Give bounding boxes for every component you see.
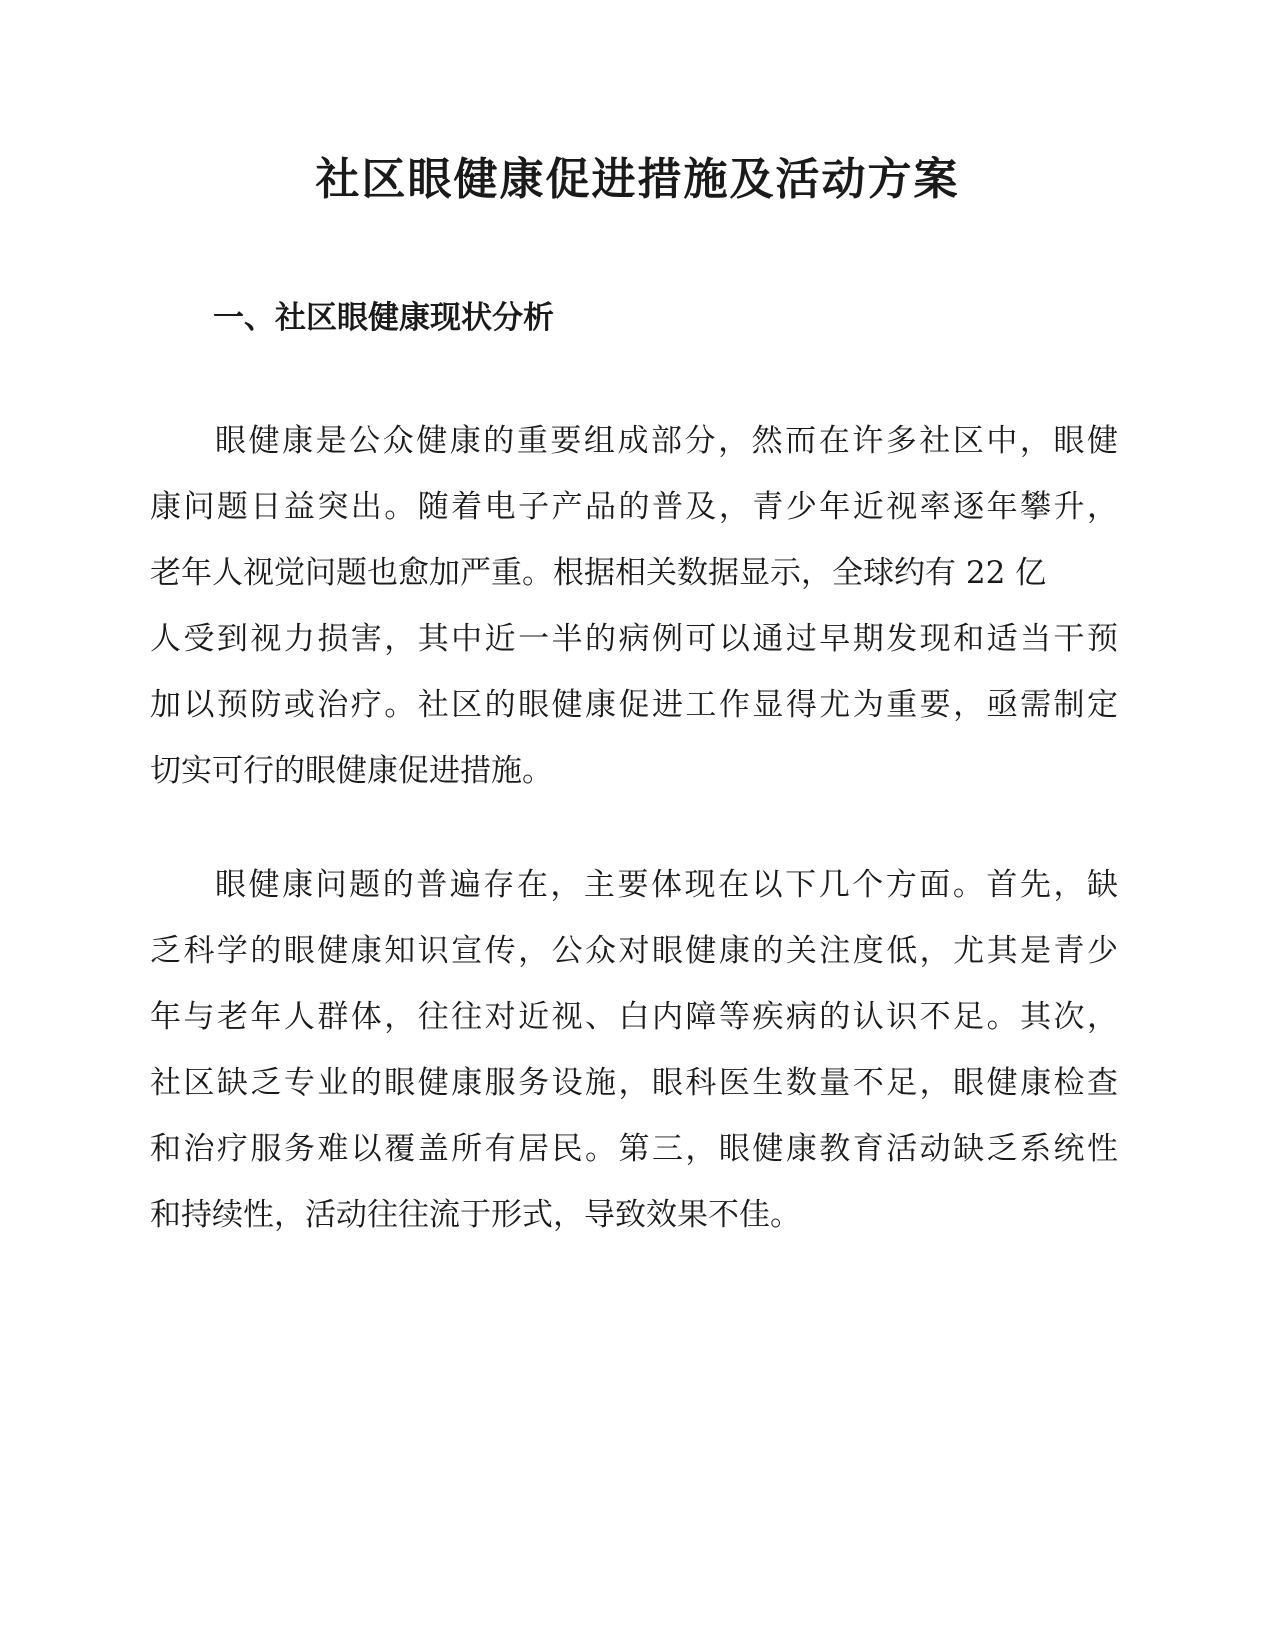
paragraph-line: 年与老年人群体，往往对近视、白内障等疾病的认识不足。其次， [150,999,1118,1035]
paragraph-line: 老年人视觉问题也愈加严重。根据相关数据显示，全球约有 22 亿 [150,555,1047,591]
paragraph-line: 乏科学的眼健康知识宣传，公众对眼健康的关注度低，尤其是青少 [150,933,1118,969]
paragraph-line: 和持续性，活动往往流于形式，导致效果不佳。 [150,1197,801,1233]
paragraph-status-overview [150,408,1118,804]
paragraph-line: 康问题日益突出。随着电子产品的普及，青少年近视率逐年攀升， [150,489,1118,525]
paragraph-line: 加以预防或治疗。社区的眼健康促进工作显得尤为重要，亟需制定 [150,687,1118,723]
paragraph-line: 切实可行的眼健康促进措施。 [150,753,553,789]
document-title: 社区眼健康促进措施及活动方案 [315,154,960,205]
paragraph-line: 眼健康问题的普遍存在，主要体现在以下几个方面。首先，缺 [215,867,1118,903]
paragraph-problems [150,852,1118,1248]
section-heading: 一、社区眼健康现状分析 [213,300,554,336]
paragraph-line: 人受到视力损害，其中近一半的病例可以通过早期发现和适当干预 [150,621,1118,657]
paragraph-line: 社区缺乏专业的眼健康服务设施，眼科医生数量不足，眼健康检查 [150,1065,1118,1101]
paragraph-line: 和治疗服务难以覆盖所有居民。第三，眼健康教育活动缺乏系统性 [150,1131,1118,1167]
paragraph-line: 眼健康是公众健康的重要组成部分，然而在许多社区中，眼健 [215,423,1118,459]
